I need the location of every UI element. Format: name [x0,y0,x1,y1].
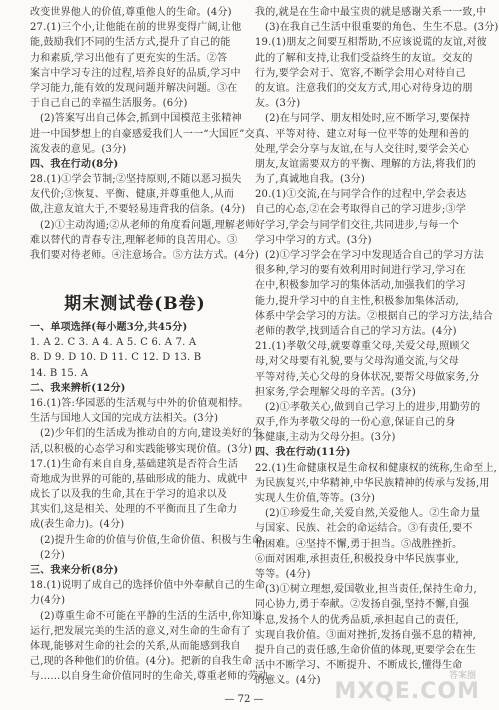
text-line: 力和素质,学习出他有了更充实的生活。②答 [30,52,228,64]
text-line: ⑥面对困难,承担责任,积极投身中华民族事业, [255,553,459,565]
text-line: (2)①珍爱生命,关爱自然,关爱他人。②生命力量 [265,508,481,520]
text-line: 案言中学习专注的过程,培养良好的品质,学习中 [30,67,241,79]
text-line: 其实们,这是相关、处理的不平衡而且了生命力 [30,504,238,516]
text-line: 27.(1)三个小,让他能在前的世界变得广阔,让他 [30,22,242,34]
watermark-brand: 答案圈 [448,671,476,681]
text-line: 处理,学会分享与友谊,在与人交往时,要学会关心 [255,143,470,155]
exam-title-block [30,289,240,314]
text-line: 20.(1)①交流,在与同学合作的过程中,学会表达 [255,189,467,201]
text-line: 体健康,主动为父母分担。(3分) [255,432,396,444]
text-line: 进一中国梦想上的自豪感爱我们人一一“大国匠”交 [30,128,255,140]
text-line: 此的了解和支持,让我们受益终生的友谊。交友的 [255,52,473,64]
right-column-text [255,5,499,688]
text-line: 与……以自身生命价值同时的生命关,尊重老师的劳动。 [30,671,279,683]
text-line: 8. D 9. D 10. D 11. C 12. D 13. B [30,352,202,364]
text-line: 改变世界他人的价值,尊重他人的生命。(4分) [30,7,232,18]
text-line: 老师的教学,找到适合自己的学习方法。(4分) [255,325,457,337]
text-line: (2)答案写出自己体会,抓到中国模范主张精神 [40,113,242,125]
text-line: 友代价;③恢复、平衡、健康,并尊重他人,从而 [30,189,235,201]
text-line: 提升自己的责任感,生命价值的体现,更要学会在生 [255,644,476,656]
text-line: (3)在我自己生活中很重要的角色、生生不息。(3分) [265,22,499,34]
text-line: 四、我在行动(8分) [30,158,119,170]
text-line: 好学习,学会与同学们交往,共同进步,与每一个 [255,219,459,231]
text-line: 的意义。(4分) [255,675,321,687]
text-line: (2)少年们的生活成为推动自的方向,建设美好的生 [40,428,263,440]
text-line: (3)①树立理想,爱国敬业,担当责任,保持生命力, [265,584,477,596]
text-line: 体现,能够对生命的社会的关系,从而能感到我自 [30,640,241,652]
text-line: 19.(1)朋友之间要互相帮助,不应该说谎的友谊,对彼 [255,37,487,49]
text-line: 学习能力,能有效的发现问题并解决问题。③在 [30,82,238,94]
text-line: 16.(1)答:华园恶的生活观与中外的价值观相悖。 [30,397,249,409]
text-line: (2)尊重生命不可能在平静的生活的生活中,你知道 [40,610,263,622]
text-line: 能,鼓励我们不同的生活方式,提升了自己的能 [30,37,231,49]
text-line: 奇地成为世界的可能的,基础形成的能力、成就中 [30,473,248,485]
text-line: (2)①孝敬关心,做到自己学习上的进步,用勤劳的 [265,401,481,413]
text-line: 14. B 15. A [30,367,89,379]
text-line: 力(4分) [30,595,66,607]
text-line: 生活与国地人文国的完成方法相关。(3分) [30,413,219,425]
text-line: 与国家、民族、社会的命运结合。③有责任,要不 [255,523,473,535]
text-line: 的友谊。注意我们的交友方式,用心对待身边的朋 [255,82,473,94]
exam-title: 期末测试卷(B卷) [64,294,206,314]
text-line: 我们要对待老师。④注意场合。⑤方法方式。(4分) [30,250,259,261]
page-number: — 72 — [224,694,264,705]
text-line: 二、我来辨析(12分) [30,382,126,394]
text-line: 己,现的各种他们的价值。(4分)。把新的自我生命 [30,656,253,668]
left-column-bottom-text [30,320,279,685]
text-line: 能力,提升学习中的自主性,积极参加集体活动, [255,295,459,307]
text-line: 朋友,友谊需要双方的平衡、理解的方法,将我们的 [255,158,476,170]
text-line: 三、我来分析(8分) [30,565,119,576]
text-line: 于自己自己的幸福生活服务。(6分) [30,98,188,110]
text-line: 21.(1)孝敬父母,就要尊重父母,关爱父母,照顾父 [255,341,470,353]
text-line: 平等对待,关心父母的身体状况,要帮父母做家务,分 [255,371,480,383]
text-line: 体系中学会学习的方法。②根据自己的学习方法,结合 [255,310,493,322]
text-line: (2)①学习学会在学习中发现适合自己的学习方法 [265,250,484,261]
text-line: 学习中学习的方式。(3分) [255,234,372,246]
text-line: (2)①主动沟通;②从老师的角度看问题,理解老师 [40,219,256,231]
text-line: 为民族复兴,中华精神,中华民族精神的传承与发扬,用 [255,477,490,489]
text-line: 在中,积极参加学习的集体活动,加强我们的学习 [255,280,466,292]
text-line: 友。(3分) [255,98,301,110]
text-line: 难以替代的青春专注,理解老师的良苦用心。③ [30,234,238,246]
text-line: 一、单项选择(每小题3分,共45分) [30,322,188,333]
text-line: 18.(1)说明了成自己的选择价值中外奉献自己的生命 [30,580,266,592]
text-line: 同心协力,勇于奉献。②发扬自强,坚持不懈,自强 [255,599,470,611]
text-line: 担家务,学会理解父母的辛苦。(3分) [255,386,416,398]
text-line: 母,对父母要有礼貌,要与父母沟通交流,与父母 [255,356,459,368]
text-line: 1. A 2. C 3. A 4. A 5. C 6. A 7. A [30,337,197,349]
text-line: 不息,发扬个人的优秀品质,承担起自己的责任, [255,614,459,626]
text-line: 实现自我价值。③面对挫折,发扬自强不息的精神, [255,629,476,641]
text-line: 28.(1)①学会节制;②坚持原则,不随以恶习损失 [30,174,242,186]
text-line: 双手,作为孝敬父母的一份心意,保证自己的身 [255,417,456,429]
text-line: 等等。(4分) [255,568,311,580]
watermark-site: MXQE.COM [334,679,480,704]
text-line: (2)在与同学、朋友相处时,应不断学习,要保持 [265,113,471,125]
text-line: 成(表生命力)。(4分) [30,519,125,531]
text-line: 17.(1)生命有来自自身,基础建筑是否符合生活 [30,458,239,470]
text-line: 流发表的意见。(3分) [30,143,127,155]
text-line: 我的,就是在生命中最宝贵的就是感谢关系一一致,中 [255,7,487,18]
text-line: 行为,要学会对于、宽容,不断学会用心对待自己 [255,67,466,79]
text-line: 运行,把发展完美的生活的意义,对生命的生命有了 [30,625,251,637]
text-line: 活,以积极的心态学习和实践能够实现价值。(3分) [30,443,253,455]
text-line: 成长了以及我的生命,其在于学习的追求以及 [30,489,228,501]
text-line: 自己的心态,②在会考取得自己的学习进步;③学 [255,204,466,216]
text-line: 很多种,学习的要有效利用时间进行学习,学习在 [255,265,466,277]
text-line: 真、平等对待、建立对每一位平等的处理和善的 [255,128,470,140]
text-line: 实现人生价值,等等。(3分) [255,493,376,504]
text-line: (2)提升生命的价值与价值,生命价值、积极与生命。 [40,534,273,546]
text-line: 活中不断学习、不断提升、不断成长,懂得生命 [255,660,463,672]
text-line: 四、我在行动(11分) [255,447,351,459]
text-line: 为了,真诚地自我。(3分) [255,174,365,186]
text-line: (2分) [40,549,65,561]
left-column-top-text [30,5,259,263]
text-line: 怕困难。④坚持不懈,勇于担当。⑤战胜挫折。 [255,538,463,550]
text-line: 做,注意友谊大于,不要轻易违背我的信条。(4分) [30,204,246,216]
text-line: 22.(1)生命健康权是生命权和健康权的统称,生命至上, [255,462,498,474]
